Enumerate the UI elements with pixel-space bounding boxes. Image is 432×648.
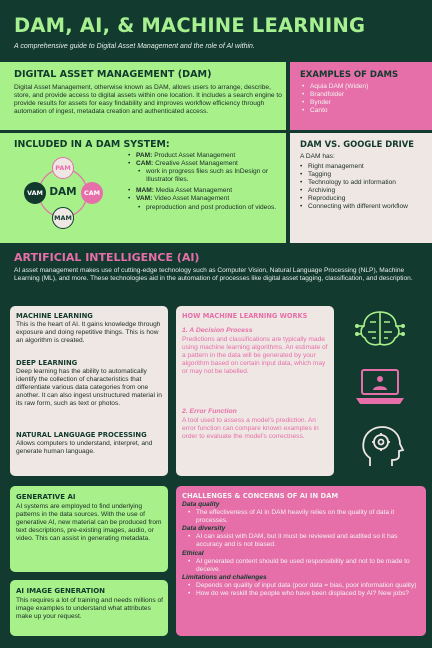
dam-body: Digital Asset Management, otherwise known as DAM, allows users to arrange, describe, store, and provide access to digital assets within one location. It includes a search engine to provide results for assets for easy findability and improves workflow efficiency through automation of ingest, metadata creation and authenticated access. (14, 84, 282, 116)
brain-circuit-icon (352, 308, 408, 350)
ai-body: AI asset management makes use of cutting-edge technology such as Computer Vision, Natural Language Processing (NLP), Machine Learning (ML), and more. These technologies aid in the automation of processes like digital asset tagging, classification, and description. (14, 267, 413, 283)
ai-head-icon (356, 424, 406, 470)
step2-heading: 2. Error Function (182, 408, 237, 415)
step2-body: A tool used to assess a model's prediction. An error function can compare known examples in order to evaluate the model's correctness. (182, 417, 319, 441)
challenge-item: • How do we reskill the people who have been displaced by AI? New jobs? (188, 590, 420, 598)
system-term: VAM: (136, 195, 153, 203)
example-item: • Bynder (302, 99, 427, 107)
challenge-list (188, 533, 420, 549)
example-item: • Brandfolder (302, 91, 427, 99)
vam-node (24, 182, 46, 204)
system-desc: Media Asset Management (155, 187, 233, 195)
system-desc: Creative Asset Management (155, 160, 238, 168)
system-subitem: • work in progress files such as InDesign or Illustrator files. (138, 168, 284, 184)
system-heading: INCLUDED IN A DAM SYSTEM: (14, 139, 170, 150)
cam-sublist (138, 168, 284, 184)
nlp-body: Allows computers to understand, interpret, and generate human language. (16, 440, 153, 456)
system-term: PAM: (136, 152, 153, 159)
page-subtitle: A comprehensive guide to Digital Asset Management and the role of AI within. (14, 43, 255, 50)
genai-heading: GENERATIVE AI (16, 493, 76, 501)
dam-diagram (12, 149, 122, 239)
dam-heading: DIGITAL ASSET MANAGEMENT (DAM) (14, 69, 212, 80)
nlp-heading: NATURAL LANGUAGE PROCESSING (16, 431, 147, 439)
challenge-title: Limitations and challenges (182, 573, 267, 581)
examples-heading: EXAMPLES OF DAMS (300, 70, 399, 80)
system-item-cam (128, 160, 284, 168)
imggen-heading: AI IMAGE GENERATION (16, 587, 106, 595)
system-list (128, 152, 284, 212)
genai-body: AI systems are employed to find underlying patterns in the data sources. With the use of generative AI, new material can be produced from text descriptions, pre-existing images, audio, or video. This can assist in generating metadata. (16, 503, 162, 543)
vam-node-label: VAM (27, 189, 43, 197)
examples-panel (290, 62, 432, 130)
step1-heading: 1. A Decision Process (182, 327, 253, 334)
challenges-body (182, 501, 420, 598)
challenge-item: • The effectiveness of AI in DAM heavily relies on the quality of data it processes. (188, 509, 420, 525)
vs-panel (290, 133, 432, 243)
dam-panel (0, 62, 286, 130)
vs-item: • Reproducing (300, 195, 426, 203)
mam-node-label: MAM (54, 214, 72, 222)
vs-item: • Connecting with different workflow (300, 203, 426, 211)
vs-heading: DAM VS. GOOGLE DRIVE (300, 139, 414, 149)
how-heading: HOW MACHINE LEARNING WORKS (182, 312, 308, 320)
dl-body: Deep learning has the ability to automatically identify the collection of characteristics that differentiate various data categories from one another. It can also ingest unstructured material in its raw form, such as text or photos. (16, 368, 162, 408)
mam-node (52, 207, 74, 229)
vs-item: • Tagging (300, 171, 426, 179)
challenge-title: Data quality (182, 501, 220, 508)
dl-heading: DEEP LEARNING (16, 359, 78, 367)
vs-intro: A DAM has: (300, 153, 335, 160)
cam-node-label: CAM (84, 189, 100, 197)
page-title: DAM, AI, & MACHINE LEARNING (14, 14, 366, 37)
challenge-title: Data diversity (182, 525, 226, 533)
ml-panel (10, 306, 168, 476)
examples-list (302, 83, 427, 115)
vs-item: • Right management (300, 163, 426, 171)
challenge-list (188, 582, 420, 598)
example-item: • Canto (302, 107, 427, 115)
pam-node (52, 157, 74, 179)
system-item-vam (128, 195, 284, 203)
challenge-item: • AI can assist with DAM, but it must be reviewed and audited so it has accuracy and is not biased. (188, 533, 420, 549)
challenge-title: Ethical (182, 549, 204, 557)
ml-heading: MACHINE LEARNING (16, 312, 93, 320)
example-item: • Aquia DAM (Widen) (302, 83, 427, 91)
dam-system-panel (0, 133, 286, 243)
system-desc: Video Asset Management (154, 195, 230, 203)
system-item-pam (128, 152, 284, 160)
challenge-list (188, 558, 420, 574)
dam-center-label: DAM (49, 186, 77, 198)
vs-item: • Technology to add information (300, 179, 426, 187)
genai-panel (10, 486, 168, 572)
challenge-item: • Depends on quality of input data (poor data = bias, poor information quality) (188, 582, 420, 590)
imggen-body: This requires a lot of training and needs millions of image examples to understand what attributes make up your request. (16, 597, 163, 621)
system-item-mam (128, 187, 284, 195)
ml-body: This is the heart of AI. It gains knowledge through exposure and doing repetitive things. This is how an algorithm is created. (16, 321, 161, 345)
how-panel (176, 306, 334, 476)
designer-credit: Designed by Samantha Benezra (330, 639, 400, 644)
system-subitem: • preproduction and post production of videos. (138, 204, 284, 212)
cam-node (81, 182, 103, 204)
step1-body: Predictions and classifications are typically made using machine learning algorithms. An estimate of a pattern in the data will be generated by your algorithm based on certain input data, which may or may not be labelled. (182, 336, 328, 376)
imggen-panel (10, 580, 168, 636)
pam-node-label: PAM (55, 164, 71, 172)
ai-heading: ARTIFICIAL INTELLIGENCE (AI) (14, 251, 200, 264)
vs-item: • Archiving (300, 187, 426, 195)
challenges-heading: CHALLENGES & CONCERNS OF AI IN DAM (182, 492, 339, 500)
challenges-panel (176, 486, 426, 636)
challenge-item: • AI generated content should be used responsibility and not to be made to deceive. (188, 558, 420, 574)
vs-list (300, 163, 426, 212)
laptop-icon (354, 366, 406, 408)
challenge-list (188, 509, 420, 525)
system-term: MAM: (136, 187, 154, 195)
system-term: CAM: (136, 160, 154, 168)
system-desc: Product Asset Management (154, 152, 236, 159)
vam-sublist (138, 204, 284, 212)
